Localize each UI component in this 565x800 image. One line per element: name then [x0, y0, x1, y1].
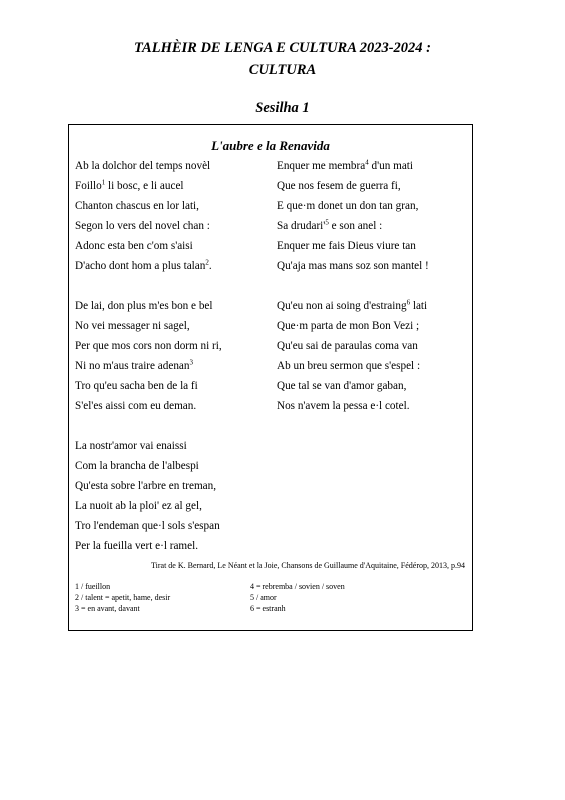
- verse-text: Qu'eu non ai soing d'estraing: [277, 300, 407, 312]
- verse-text: Segon lo vers del novel chan :: [75, 220, 210, 232]
- verse-line: [75, 356, 222, 376]
- verse-text: Com la brancha de l'albespi: [75, 460, 199, 472]
- stanza: [277, 156, 429, 276]
- stanza: [277, 296, 429, 416]
- verse-text: E que·m donet un don tan gran,: [277, 200, 419, 212]
- verse-text: Tro l'endeman que·l sols s'espan: [75, 520, 220, 532]
- verse-line: [277, 296, 429, 316]
- stanza: [75, 296, 222, 416]
- verse-text: Que·m parta de mon Bon Vezi ;: [277, 320, 420, 332]
- verse-line: [277, 256, 429, 276]
- verse-line: [277, 356, 429, 376]
- verse-text-continued: d'un mati: [368, 160, 414, 172]
- footnote: 5 / amor: [250, 593, 277, 602]
- footnote-marker: 2: [205, 258, 209, 267]
- poem-column-left: [75, 156, 222, 576]
- verse-line: [75, 376, 222, 396]
- verse-line: [75, 396, 222, 416]
- verse-text: Que nos fesem de guerra fi,: [277, 180, 401, 192]
- footnote-marker: 1: [101, 178, 106, 187]
- poem-column-right: [277, 156, 429, 436]
- footnotes-right: [250, 581, 345, 614]
- verse-line: [75, 476, 222, 496]
- verse-text: Qu'esta sobre l'arbre en treman,: [75, 480, 217, 492]
- verse-line: [75, 296, 222, 316]
- verse-text: Enquer me membra: [277, 160, 366, 172]
- verse-text: Per que mos cors non dorm ni ri,: [75, 340, 222, 352]
- verse-text: La nostr'amor vai enaissi: [75, 440, 187, 452]
- verse-text: Per la fueilla vert e·l ramel.: [75, 540, 199, 552]
- verse-line: [75, 536, 222, 556]
- verse-line: [75, 196, 222, 216]
- footnote-marker: 5: [325, 218, 329, 227]
- verse-line: [75, 456, 222, 476]
- verse-line: [277, 376, 429, 396]
- verse-text: Chanton chascus en lor lati,: [75, 200, 199, 212]
- verse-text-continued: e son anel :: [328, 220, 383, 232]
- verse-text: Qu'eu sai de paraulas coma van: [277, 340, 418, 352]
- poem-box: [68, 124, 473, 631]
- verse-text: Que tal se van d'amor gaban,: [277, 380, 407, 392]
- session-title: Sesilha 1: [255, 100, 310, 116]
- footnote: 2 / talent = apetit, hame, desir: [75, 593, 171, 602]
- verse-text: La nuoit ab la ploi' ez al gel,: [75, 500, 202, 512]
- verse-line: [75, 516, 222, 536]
- verse-text: Sa drudari': [277, 220, 326, 232]
- verse-text: No vei messager ni sagel,: [75, 320, 190, 332]
- document-title: TALHÈIR DE LENGA E CULTURA 2023-2024 :: [133, 40, 432, 56]
- verse-line: [75, 256, 222, 276]
- verse-text-continued: .: [208, 260, 212, 272]
- verse-text: Ab un breu sermon que s'espel :: [277, 360, 421, 372]
- stanza: [75, 156, 222, 276]
- citation: Tirat de K. Bernard, Le Néant et la Joie, Chansons de Guillaume d'Aquitaine, Fédérop, 2013, p.94: [151, 561, 465, 570]
- verse-line: [75, 216, 222, 236]
- verse-line: [277, 316, 429, 336]
- verse-text: Nos n'avem la pessa e·l cotel.: [277, 400, 410, 412]
- verse-line: [75, 176, 222, 196]
- footnote-marker: 4: [365, 158, 369, 167]
- verse-text: Ab la dolchor del temps novèl: [75, 160, 211, 172]
- footnote-marker: 6: [406, 298, 411, 307]
- footnotes-left: [75, 581, 170, 614]
- footnote: 1 / fueillon: [75, 582, 111, 591]
- verse-line: [277, 196, 429, 216]
- verse-text: D'acho dont hom a plus talan: [75, 260, 206, 272]
- stanza: [75, 436, 222, 556]
- verse-line: [75, 316, 222, 336]
- verse-line: [75, 236, 222, 256]
- footnote-marker: 3: [189, 358, 193, 367]
- verse-line: [277, 336, 429, 356]
- verse-text: De lai, don plus m'es bon e bel: [75, 300, 213, 312]
- footnote: 3 = en avant, davant: [75, 604, 140, 613]
- verse-text: Ni no m'aus traire adenan: [75, 360, 190, 372]
- verse-text: Adonc esta ben c'om s'aisi: [75, 240, 193, 252]
- verse-line: [277, 156, 429, 176]
- verse-text: Foillo: [75, 180, 102, 192]
- verse-line: [277, 216, 429, 236]
- verse-line: [277, 176, 429, 196]
- verse-text-continued: lati: [410, 300, 428, 312]
- verse-text: Qu'aja mas mans soz son mantel !: [277, 260, 429, 272]
- verse-text: S'el'es aissi com eu deman.: [75, 400, 197, 412]
- verse-text: Enquer me fais Dieus viure tan: [277, 240, 416, 252]
- verse-text: Tro qu'eu sacha ben de la fi: [75, 380, 198, 392]
- document-subtitle: CULTURA: [248, 62, 317, 78]
- poem-title: L'aubre e la Renavida: [211, 138, 330, 153]
- verse-line: [277, 396, 429, 416]
- verse-line: [75, 156, 222, 176]
- verse-line: [277, 236, 429, 256]
- verse-text-continued: li bosc, e li aucel: [105, 180, 184, 192]
- verse-line: [75, 336, 222, 356]
- verse-line: [75, 496, 222, 516]
- footnote: 6 = estranh: [250, 604, 286, 613]
- footnote: 4 = rebremba / sovien / soven: [250, 582, 345, 591]
- verse-line: [75, 436, 222, 456]
